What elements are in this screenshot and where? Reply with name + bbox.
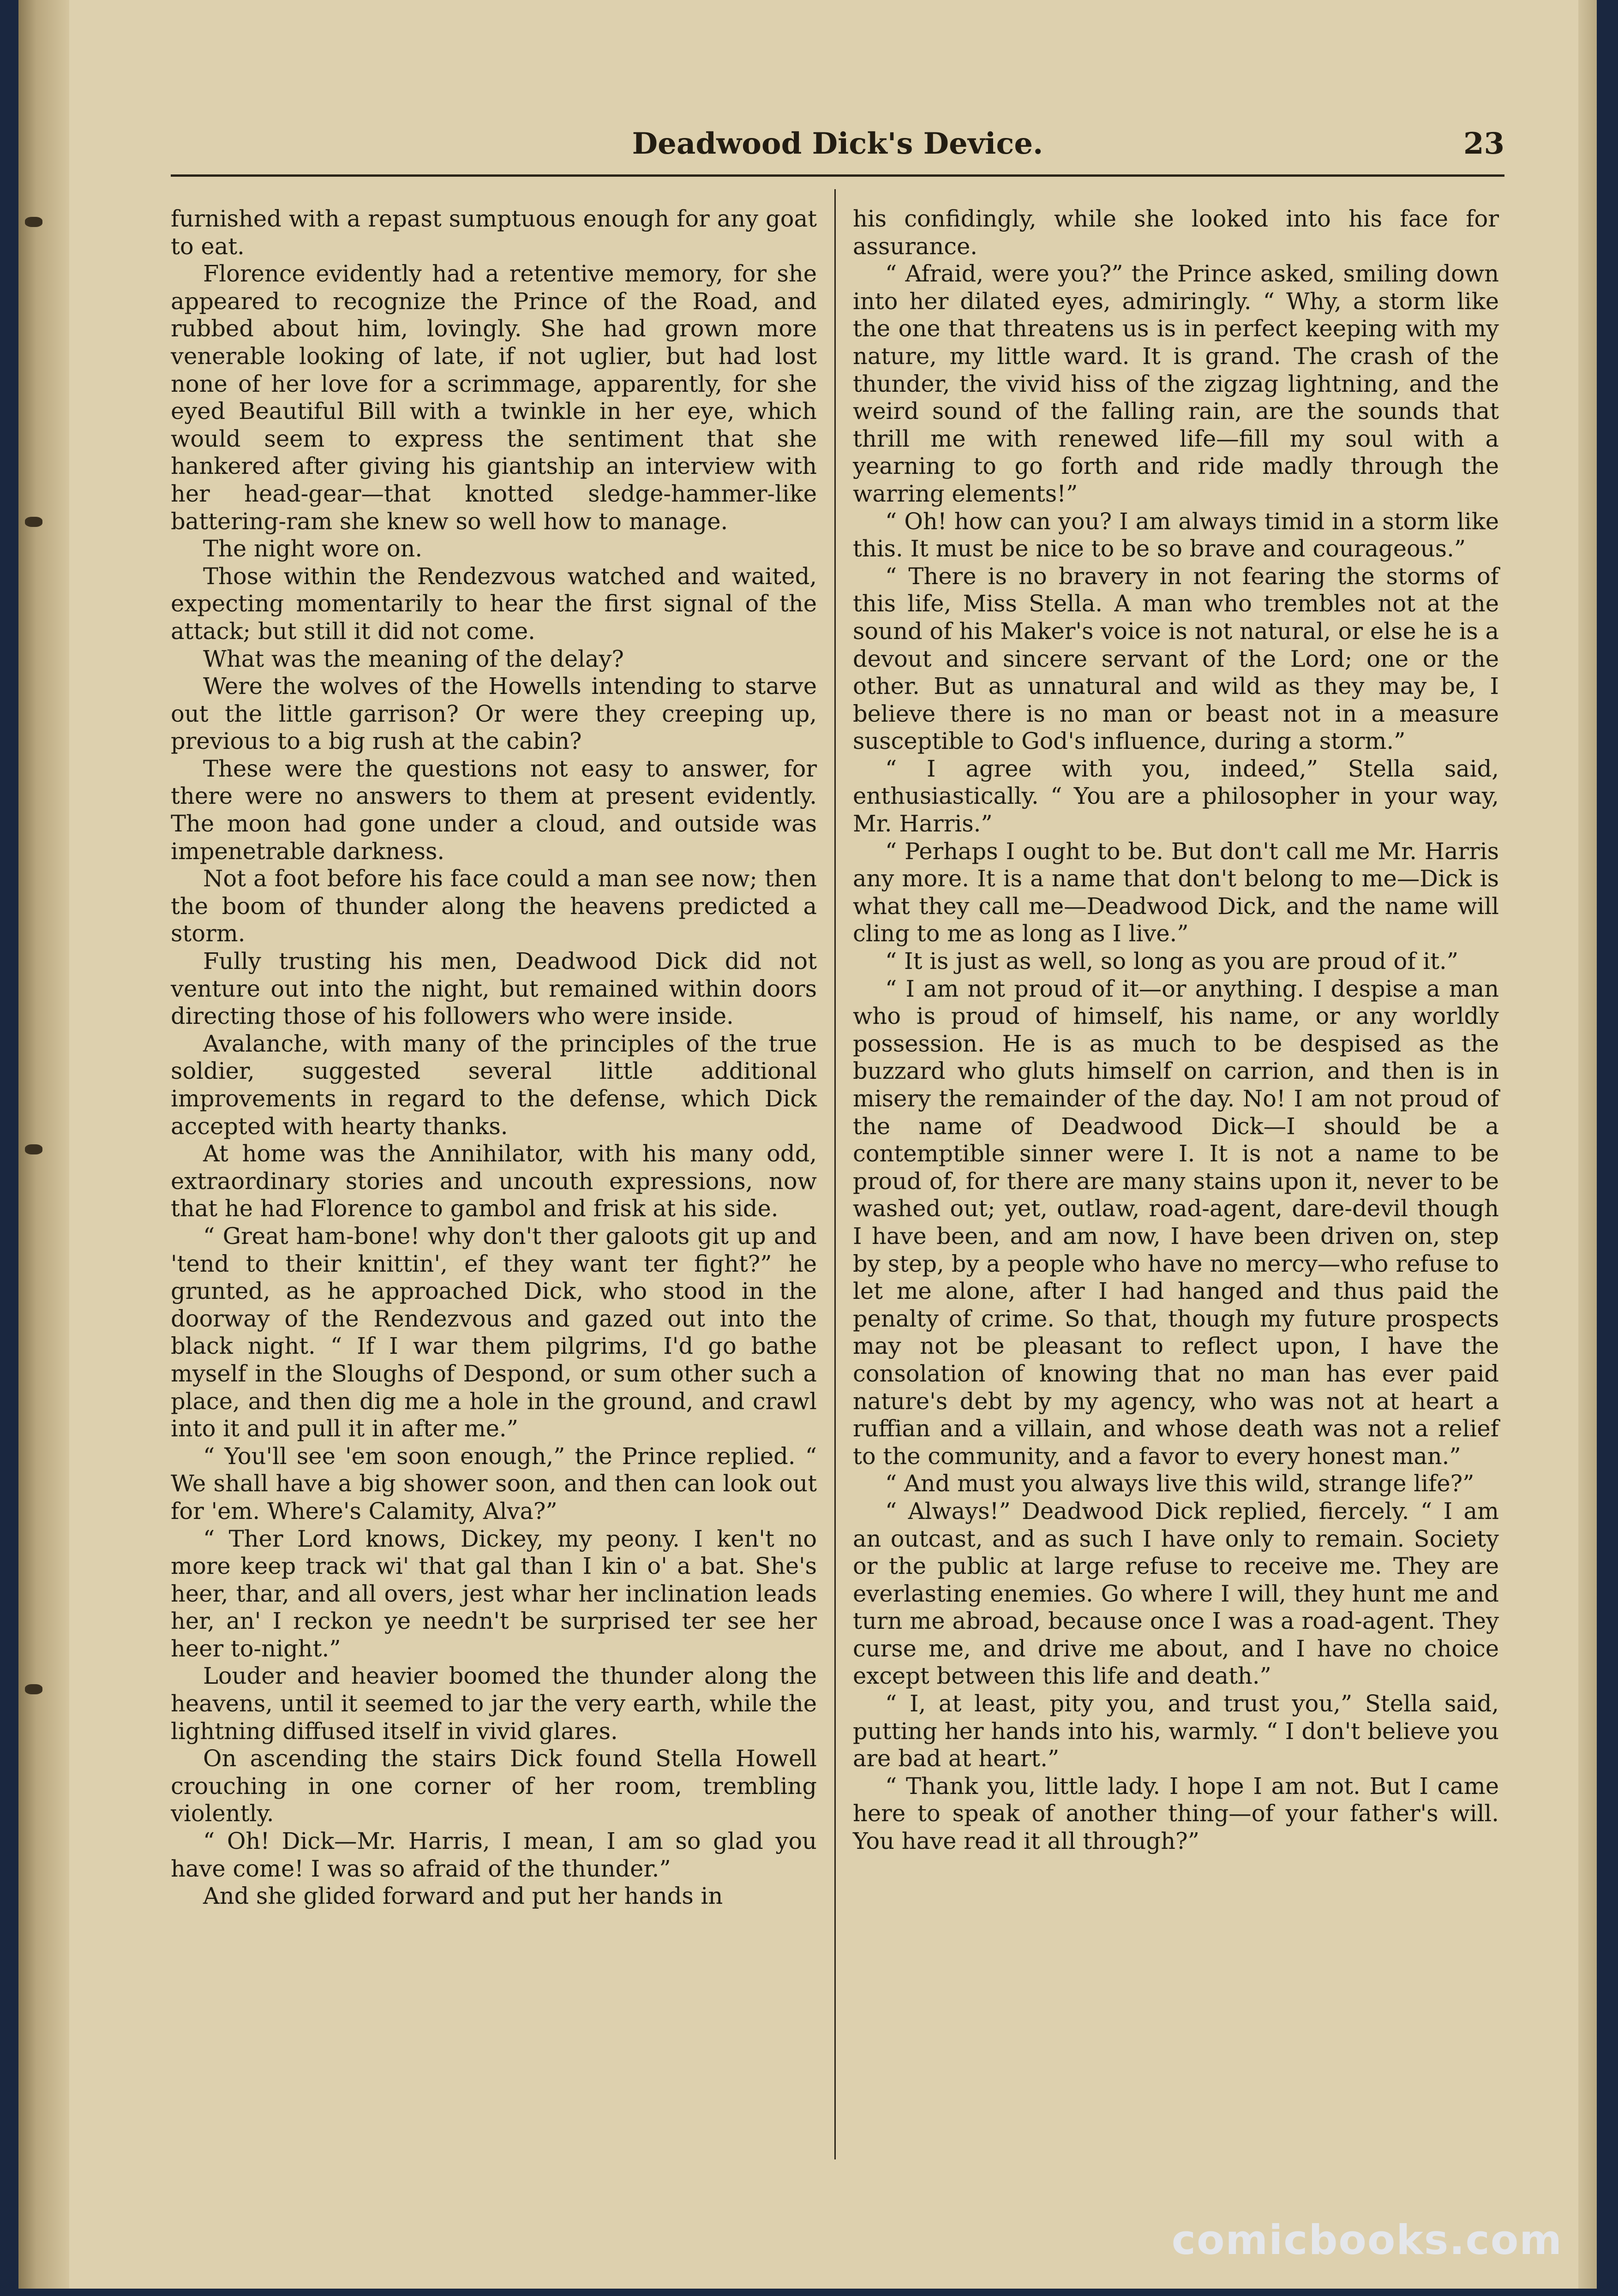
- binding-stitch: [25, 1684, 42, 1694]
- book-page: [18, 0, 1597, 2289]
- left-column: [171, 205, 817, 1910]
- paragraph: Were the wolves of the Howells intending to starve out the little garrison? Or were they creeping up, previous to a big rush at the cabin?: [171, 673, 817, 755]
- paragraph: The night wore on.: [203, 535, 423, 562]
- binding-stitch: [25, 1144, 42, 1154]
- binding-stitch: [25, 517, 42, 527]
- paragraph: his confidingly, while she looked into his face for assurance.: [853, 205, 1499, 260]
- paragraph: Not a foot before his face could a man see now; then the boom of thunder along the heavens predicted a storm.: [171, 865, 817, 947]
- paragraph: Louder and heavier boomed the thunder along the heavens, until it seemed to jar the very earth, while the lightning diffused itself in vivid glares.: [171, 1662, 817, 1745]
- right-column: [853, 205, 1499, 1855]
- paragraph: “ Ther Lord knows, Dickey, my peony. I ken't no more keep track wi' that gal than I kin o' a bat. She's heer, thar, and all overs, jest whar her inclination leads her, an' I reckon ye needn't be surprised ter see her heer to-night.”: [171, 1525, 817, 1662]
- paragraph: “ Thank you, little lady. I hope I am not. But I came here to speak of another thing—of your father's will. You have read it all through?”: [853, 1772, 1499, 1855]
- page-number: 23: [1463, 126, 1504, 161]
- paragraph: “ Perhaps I ought to be. But don't call me Mr. Harris any more. It is a name that don't belong to me—Dick is what they call me—Deadwood Dick, and the name will cling to me as long as I live.”: [853, 837, 1499, 947]
- paragraph: “ I, at least, pity you, and trust you,” Stella said, putting her hands into his, warmly. “ I don't believe you are bad at heart.”: [853, 1690, 1499, 1772]
- paragraph: “ Oh! Dick—Mr. Harris, I mean, I am so glad you have come! I was so afraid of the thunder.”: [171, 1828, 817, 1882]
- paragraph: “ Afraid, were you?” the Prince asked, smiling down into her dilated eyes, admiringly. “ Why, a storm like the one that threatens us is in perfect keeping with my nature, my little ward. It is grand. The crash of the thunder, the vivid hiss of the zigzag lightning, and the weird sound of the falling rain, are the sounds that thrill me with renewed life—fill my soul with a yearning to go forth and ride madly through the warring elements!”: [853, 260, 1499, 507]
- paragraph: “ I agree with you, indeed,” Stella said, enthusiastically. “ You are a philosopher in your way, Mr. Harris.”: [853, 755, 1499, 837]
- paragraph: “ Oh! how can you? I am always timid in a storm like this. It must be nice to be so brave and courageous.”: [853, 508, 1499, 562]
- paragraph: “ There is no bravery in not fearing the storms of this life, Miss Stella. A man who trembles not at the sound of his Maker's voice is not natural, or else he is a devout and sincere servant of the Lord; one or the other. But as unnatural and wild as they may be, I believe there is no man or beast not in a measure susceptible to God's influence, during a storm.”: [853, 562, 1499, 755]
- paragraph: “ And must you always live this wild, strange life?”: [885, 1470, 1474, 1497]
- book-spine: [18, 0, 69, 2289]
- paragraph: “ Great ham-bone! why don't ther galoots git up and 'tend to their knittin', ef they want ter fight?” he grunted, as he approached Dick, who stood in the doorway of the Rendezvous and gazed out into the black night. “ If I war them pilgrims, I'd go bathe myself in the Sloughs of Despond, or sum other such a place, and then dig me a hole in the ground, and crawl into it and pull it in after me.”: [171, 1222, 817, 1442]
- paragraph: “ You'll see 'em soon enough,” the Prince replied. “ We shall have a big shower soon, and then can look out for 'em. Where's Calamity, Alva?”: [171, 1442, 817, 1525]
- paragraph: Florence evidently had a retentive memory, for she appeared to recognize the Prince of the Road, and rubbed about him, lovingly. She had grown more venerable looking of late, if not uglier, but had lost none of her love for a scrimmage, apparently, for she eyed Beautiful Bill with a twinkle in her eye, which would seem to express the sentiment that she hankered after giving his giantship an interview with her head-gear—that knotted sledge-hammer-like battering-ram she knew so well how to manage.: [171, 260, 817, 535]
- paragraph: “ Always!” Deadwood Dick replied, fiercely. “ I am an outcast, and as such I have only to remain. Society or the public at large refuse to receive me. They are everlasting enemies. Go where I will, they hunt me and turn me abroad, because once I was a road-agent. They curse me, and drive me about, and I have no choice except between this life and death.”: [853, 1497, 1499, 1690]
- page-header: [171, 124, 1504, 177]
- binding-stitch: [25, 217, 42, 227]
- column-divider: [834, 189, 836, 2159]
- paragraph: On ascending the stairs Dick found Stella Howell crouching in one corner of her room, trembling violently.: [171, 1745, 817, 1827]
- paragraph: “ I am not proud of it—or anything. I despise a man who is proud of himself, his name, or any worldly possession. He is as much to be despised as the buzzard who gluts himself on carrion, and then is in misery the remainder of the day. No! I am not proud of the name of Deadwood Dick—I should be a contemptible sinner were I. It is not a name to be proud of, for there are many stains upon it, never to be washed out; yet, outlaw, road-agent, dare-devil though I have been, and am now, I have been driven on, step by step, by a people who have no mercy—who refuse to let me alone, after I had hanged and thus paid the penalty of crime. So that, though my future prospects may not be pleasant to reflect upon, I have the consolation of knowing that no man has ever paid nature's debt by my agency, who was not at heart a ruffian and a villain, and whose death was not a relief to the community, and a favor to every honest man.”: [853, 975, 1499, 1470]
- paragraph: Fully trusting his men, Deadwood Dick did not venture out into the night, but remained within doors directing those of his followers who were inside.: [171, 948, 817, 1030]
- paragraph: These were the questions not easy to answer, for there were no answers to them at present evidently. The moon had gone under a cloud, and outside was impenetrable darkness.: [171, 755, 817, 865]
- page-edge: [1578, 0, 1597, 2289]
- site-watermark: comicbooks.com: [1171, 2216, 1563, 2264]
- running-title: Deadwood Dick's Device.: [632, 126, 1043, 161]
- paragraph: Avalanche, with many of the principles of the true soldier, suggested several little additional improvements in regard to the defense, which Dick accepted with hearty thanks.: [171, 1030, 817, 1140]
- paragraph: furnished with a repast sumptuous enough for any goat to eat.: [171, 205, 817, 260]
- paragraph: And she glided forward and put her hands in: [203, 1883, 723, 1910]
- paragraph: Those within the Rendezvous watched and waited, expecting momentarily to hear the first signal of the attack; but still it did not come.: [171, 562, 817, 645]
- paragraph: At home was the Annihilator, with his many odd, extraordinary stories and uncouth expressions, now that he had Florence to gambol and frisk at his side.: [171, 1140, 817, 1222]
- paragraph: “ It is just as well, so long as you are proud of it.”: [885, 948, 1459, 975]
- paragraph: What was the meaning of the delay?: [203, 645, 624, 672]
